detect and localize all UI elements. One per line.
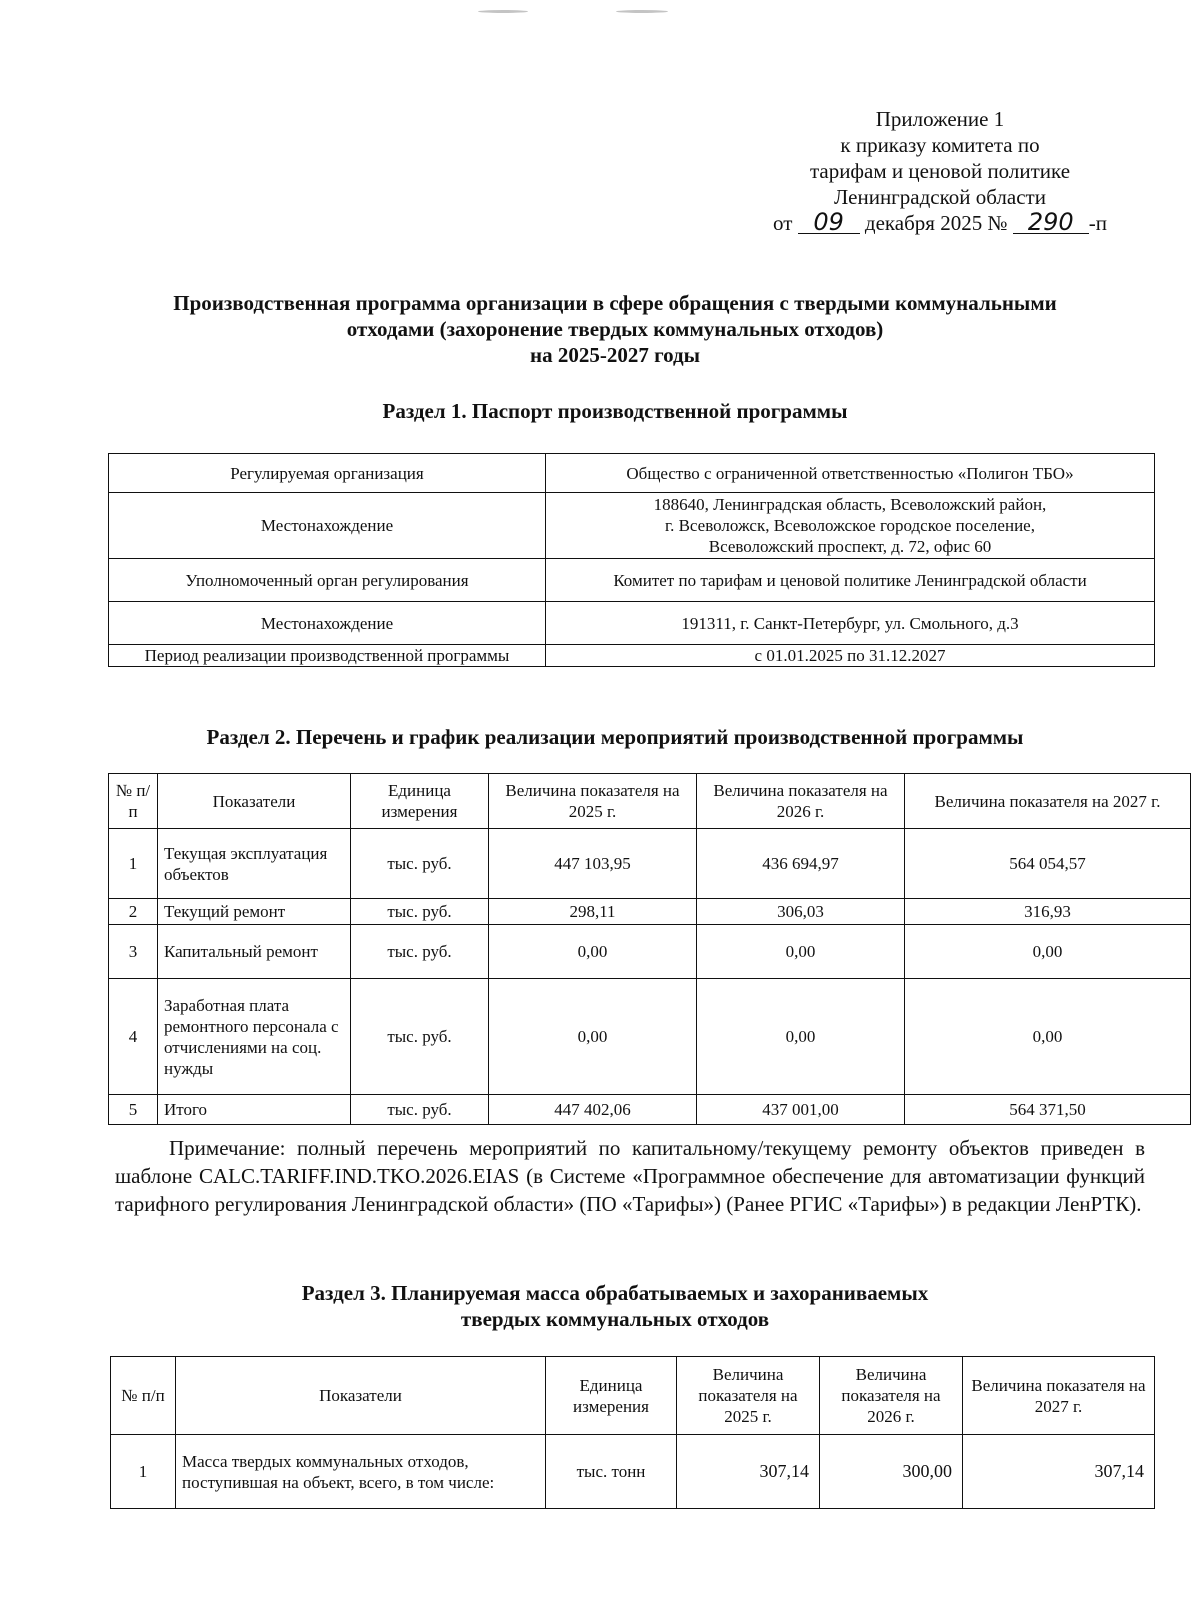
row-number: 3 bbox=[109, 925, 158, 979]
indicator-name: Масса твердых коммунальных отходов, поступившая на объект, всего, в том числе: bbox=[176, 1435, 546, 1509]
table-row bbox=[111, 1435, 1155, 1509]
table-row bbox=[109, 493, 1155, 559]
measures-table bbox=[108, 773, 1191, 1125]
table-header-row bbox=[111, 1357, 1155, 1435]
scan-speck bbox=[478, 10, 528, 13]
title-line: на 2025-2027 годы bbox=[529, 343, 701, 367]
row-number: 1 bbox=[109, 829, 158, 899]
table-row bbox=[109, 1095, 1191, 1125]
value-2025: 447 103,95 bbox=[489, 829, 697, 899]
value-2027: 0,00 bbox=[905, 925, 1191, 979]
title-line: отходами (захоронение твердых коммунальных отходов) bbox=[346, 317, 884, 341]
column-header: Величина показателя на 2026 г. bbox=[820, 1357, 963, 1435]
column-header: Показатели bbox=[176, 1357, 546, 1435]
address-line: 188640, Ленинградская область, Всеволожский район, bbox=[653, 495, 1047, 514]
handwritten-day: 09 bbox=[798, 211, 860, 234]
value-2027: 316,93 bbox=[905, 899, 1191, 925]
waste-mass-table bbox=[110, 1356, 1155, 1509]
order-date-line bbox=[750, 210, 1130, 236]
passport-value: Общество с ограниченной ответственностью «Полигон ТБО» bbox=[546, 454, 1155, 493]
appendix-line: тарифам и ценовой политике bbox=[809, 159, 1071, 183]
row-number: 1 bbox=[111, 1435, 176, 1509]
value-2025: 307,14 bbox=[677, 1435, 820, 1509]
column-header: Единица измерения bbox=[351, 774, 489, 829]
table-header-row bbox=[109, 774, 1191, 829]
column-header: Величина показателя на 2026 г. bbox=[697, 774, 905, 829]
passport-label: Уполномоченный орган регулирования bbox=[109, 559, 546, 602]
passport-label: Местонахождение bbox=[109, 602, 546, 645]
table-row bbox=[109, 602, 1155, 645]
row-number: 4 bbox=[109, 979, 158, 1095]
passport-table bbox=[108, 453, 1155, 667]
value-2026: 0,00 bbox=[697, 979, 905, 1095]
value-2026: 0,00 bbox=[697, 925, 905, 979]
column-header: Единица измерения bbox=[546, 1357, 677, 1435]
document-title bbox=[100, 290, 1130, 368]
passport-value: 191311, г. Санкт-Петербург, ул. Смольного, д.3 bbox=[546, 602, 1155, 645]
section2-heading: Раздел 2. Перечень и график реализации мероприятий производственной программы bbox=[206, 725, 1024, 749]
value-2027: 564 371,50 bbox=[905, 1095, 1191, 1125]
table-row bbox=[109, 925, 1191, 979]
passport-value bbox=[546, 493, 1155, 559]
order-suffix: -п bbox=[1088, 211, 1107, 235]
row-number: 5 bbox=[109, 1095, 158, 1125]
value-2025: 0,00 bbox=[489, 925, 697, 979]
passport-label: Регулируемая организация bbox=[109, 454, 546, 493]
table-row bbox=[109, 454, 1155, 493]
appendix-block bbox=[750, 106, 1130, 236]
address-line: г. Всеволожск, Всеволожское городское поселение, bbox=[665, 516, 1035, 535]
value-2027: 0,00 bbox=[905, 979, 1191, 1095]
note-paragraph: Примечание: полный перечень мероприятий по капитальному/текущему ремонту объектов приведен в шаблоне CALC.TARIFF.IND.TKO.2026.EIAS (в Системе «Программное обеспечение для автоматизации функций тарифного регулирования Ленинградской области» (ПО «Тарифы») (Ранее РГИС «Тарифы») в редакции ЛенРТК). bbox=[115, 1136, 1145, 1216]
value-2025: 298,11 bbox=[489, 899, 697, 925]
value-2027: 564 054,57 bbox=[905, 829, 1191, 899]
indicator-name: Текущий ремонт bbox=[158, 899, 351, 925]
date-prefix: от bbox=[773, 211, 793, 235]
passport-value: с 01.01.2025 по 31.12.2027 bbox=[546, 645, 1155, 667]
section3-heading bbox=[100, 1280, 1130, 1332]
value-2025: 0,00 bbox=[489, 979, 697, 1095]
column-header: № п/п bbox=[111, 1357, 176, 1435]
passport-label: Период реализации производственной программы bbox=[109, 645, 546, 667]
address-line: Всеволожский проспект, д. 72, офис 60 bbox=[708, 537, 992, 556]
table-row bbox=[109, 979, 1191, 1095]
column-header: Величина показателя на 2027 г. bbox=[905, 774, 1191, 829]
column-header: Величина показателя на 2027 г. bbox=[963, 1357, 1155, 1435]
passport-value: Комитет по тарифам и ценовой политике Ленинградской области bbox=[546, 559, 1155, 602]
value-2026: 306,03 bbox=[697, 899, 905, 925]
handwritten-order-number: 290 bbox=[1013, 211, 1089, 234]
indicator-name: Заработная плата ремонтного персонала с отчислениями на соц. нужды bbox=[158, 979, 351, 1095]
value-2026: 437 001,00 bbox=[697, 1095, 905, 1125]
unit: тыс. тонн bbox=[546, 1435, 677, 1509]
unit: тыс. руб. bbox=[351, 979, 489, 1095]
column-header: Показатели bbox=[158, 774, 351, 829]
title-line: Производственная программа организации в сфере обращения с твердыми коммунальными bbox=[173, 291, 1057, 315]
section3-heading-line: Раздел 3. Планируемая масса обрабатываемых и захораниваемых bbox=[301, 1281, 929, 1305]
passport-label: Местонахождение bbox=[109, 493, 546, 559]
scan-speck bbox=[616, 10, 668, 13]
appendix-line: к приказу комитета по bbox=[840, 133, 1040, 157]
table-row bbox=[109, 559, 1155, 602]
value-2025: 447 402,06 bbox=[489, 1095, 697, 1125]
unit: тыс. руб. bbox=[351, 899, 489, 925]
date-month-year: декабря 2025 № bbox=[864, 211, 1008, 235]
indicator-name: Текущая эксплуатация объектов bbox=[158, 829, 351, 899]
appendix-line: Ленинградской области bbox=[834, 185, 1046, 209]
indicator-name: Капитальный ремонт bbox=[158, 925, 351, 979]
value-2027: 307,14 bbox=[963, 1435, 1155, 1509]
value-2026: 300,00 bbox=[820, 1435, 963, 1509]
table-row bbox=[109, 829, 1191, 899]
unit: тыс. руб. bbox=[351, 1095, 489, 1125]
appendix-title: Приложение 1 bbox=[875, 107, 1005, 131]
column-header: № п/п bbox=[109, 774, 158, 829]
row-number: 2 bbox=[109, 899, 158, 925]
table-row bbox=[109, 645, 1155, 667]
column-header: Величина показателя на 2025 г. bbox=[489, 774, 697, 829]
unit: тыс. руб. bbox=[351, 925, 489, 979]
indicator-name: Итого bbox=[158, 1095, 351, 1125]
unit: тыс. руб. bbox=[351, 829, 489, 899]
column-header: Величина показателя на 2025 г. bbox=[677, 1357, 820, 1435]
section3-heading-line: твердых коммунальных отходов bbox=[460, 1307, 770, 1331]
value-2026: 436 694,97 bbox=[697, 829, 905, 899]
section1-heading: Раздел 1. Паспорт производственной программы bbox=[382, 399, 848, 423]
table-row bbox=[109, 899, 1191, 925]
